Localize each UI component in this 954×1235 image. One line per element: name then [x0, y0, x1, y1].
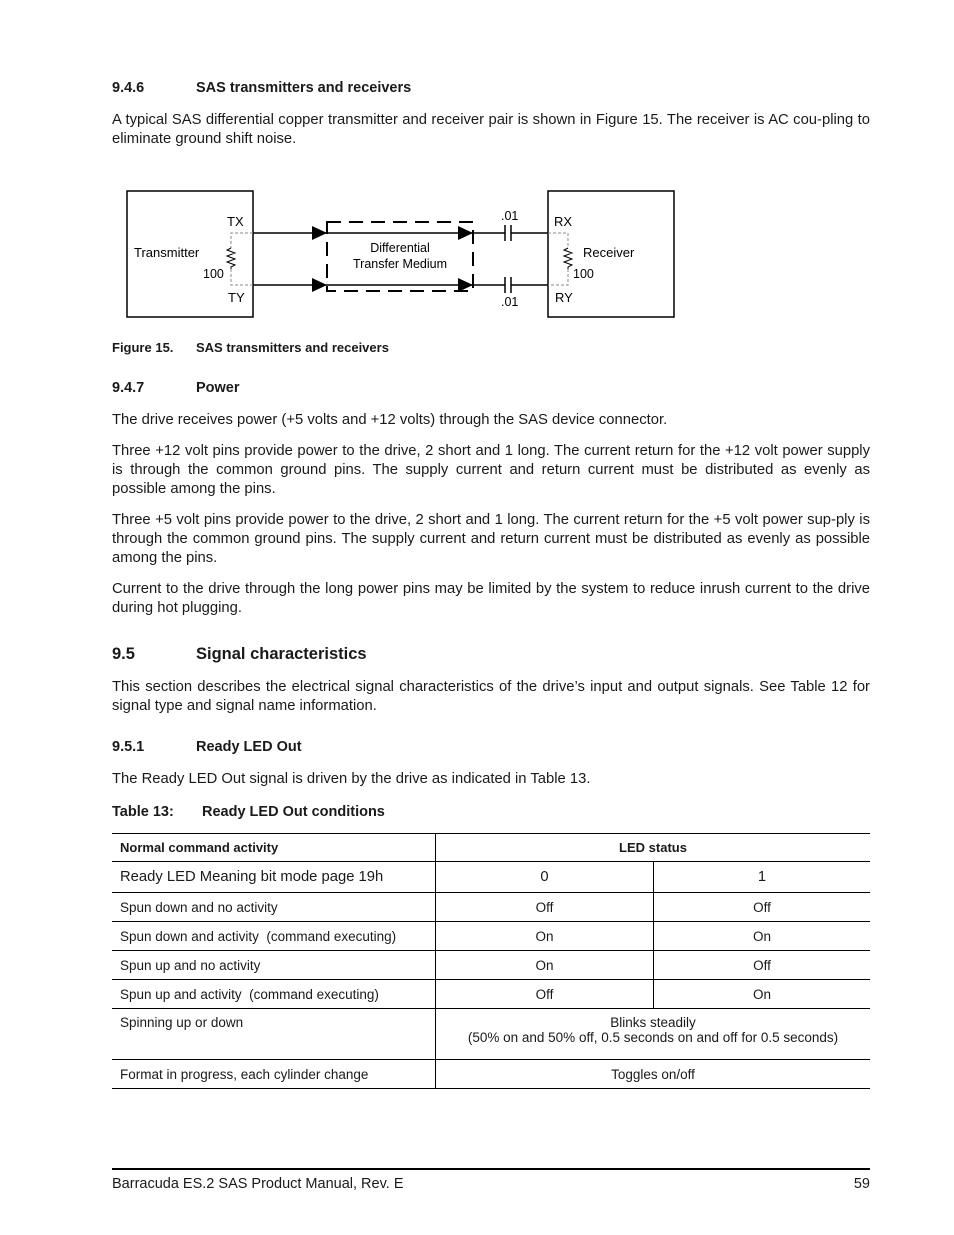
power-paragraph-2: Three +12 volt pins provide power to the drive, 2 short and 1 long. The current return for the +12 volt power supply is through the common ground pins. The supply current and return current must be distributed as evenly as possible among the pins.	[112, 443, 870, 497]
arrow-bottom-left	[312, 278, 327, 292]
rx-resistor-icon	[564, 248, 572, 269]
section-heading-9-4-6	[112, 80, 411, 96]
tx-resistor-value: 100	[203, 267, 224, 281]
table-title: Ready LED Out conditions	[202, 804, 385, 820]
ry-label: RY	[555, 290, 573, 305]
table-row	[112, 922, 870, 951]
row-value-merged	[436, 1009, 871, 1060]
sas-tx-rx-diagram	[112, 180, 712, 330]
row-value-0: Off	[436, 893, 654, 922]
row-value-1: On	[654, 922, 871, 951]
row-value-0: 0	[436, 862, 654, 893]
table-row	[112, 951, 870, 980]
row-label: Spun up and activity (command executing)	[112, 980, 436, 1009]
blink-line-2: (50% on and 50% off, 0.5 seconds on and off for 0.5 seconds)	[467, 1030, 839, 1045]
rx-termination-dashed	[548, 233, 568, 285]
row-value-0: Off	[436, 980, 654, 1009]
section-heading-9-4-7	[112, 380, 240, 396]
page-number: 59	[853, 1176, 870, 1192]
blink-line-1: Blinks steadily	[610, 1015, 696, 1030]
receiver-label: Receiver	[583, 245, 635, 260]
arrow-bottom-right	[458, 278, 473, 292]
medium-line-1: Differential	[370, 241, 430, 255]
arrow-top-left	[312, 226, 327, 240]
figure-number: Figure 15.	[112, 340, 174, 355]
table-header-row	[112, 834, 870, 862]
row-value-0: On	[436, 922, 654, 951]
row-label: Spun up and no activity	[112, 951, 436, 980]
row-label: Format in progress, each cylinder change	[112, 1060, 436, 1089]
rx-resistor-value: 100	[573, 267, 594, 281]
row-value-1: Off	[654, 893, 871, 922]
row-value-1: 1	[654, 862, 871, 893]
section-title: SAS transmitters and receivers	[196, 80, 412, 96]
table-row	[112, 980, 870, 1009]
row-label: Spinning up or down	[112, 1009, 436, 1060]
row-label: Ready LED Meaning bit mode page 19h	[112, 862, 436, 893]
row-value-1: On	[654, 980, 871, 1009]
section-number: 9.5.1	[112, 739, 145, 755]
header-activity: Normal command activity	[112, 834, 436, 862]
power-paragraph-1: The drive receives power (+5 volts and +12 volts) through the SAS device connector.	[112, 412, 668, 428]
row-value-merged: Toggles on/off	[436, 1060, 871, 1089]
row-value-0: On	[436, 951, 654, 980]
footer-rule	[112, 1168, 870, 1170]
arrow-top-right	[458, 226, 473, 240]
power-paragraph-4: Current to the drive through the long power pins may be limited by the system to reduce inrush current to the drive during hot plugging.	[112, 581, 870, 616]
table-row	[112, 1060, 870, 1089]
section-title: Power	[196, 380, 240, 396]
table-row	[112, 893, 870, 922]
figure-title: SAS transmitters and receivers	[196, 340, 389, 355]
row-label: Spun down and no activity	[112, 893, 436, 922]
cap-bottom-value: .01	[501, 295, 519, 309]
tx-label: TX	[227, 214, 244, 229]
medium-line-2: Transfer Medium	[352, 257, 448, 271]
section-number: 9.5	[112, 645, 135, 663]
section-title: Signal characteristics	[196, 645, 367, 663]
power-paragraph-3: Three +5 volt pins provide power to the drive, 2 short and 1 long. The current return for the +5 volt power sup-ply is through the common ground pins. The supply current and return current must be distributed as evenly as possible among the pins.	[112, 512, 870, 566]
row-value-1: Off	[654, 951, 871, 980]
section-title: Ready LED Out	[196, 739, 302, 755]
section-heading-9-5	[112, 645, 367, 664]
ready-led-paragraph: The Ready LED Out signal is driven by the drive as indicated in Table 13.	[112, 771, 591, 787]
table-number: Table 13:	[112, 804, 174, 820]
section-heading-9-5-1	[112, 739, 302, 755]
footer-title: Barracuda ES.2 SAS Product Manual, Rev. E	[112, 1176, 404, 1192]
transmitter-label: Transmitter	[134, 245, 200, 260]
table-caption	[112, 804, 385, 820]
tx-resistor-icon	[227, 248, 235, 269]
intro-paragraph: A typical SAS differential copper transmitter and receiver pair is shown in Figure 15. The receiver is AC cou-pling to eliminate ground shift noise.	[112, 112, 870, 147]
signal-paragraph: This section describes the electrical signal characteristics of the drive’s input and output signals. See Table 12 for signal type and signal name information.	[112, 679, 870, 714]
header-led-status: LED status	[436, 834, 871, 862]
section-number: 9.4.7	[112, 380, 145, 396]
ty-label: TY	[228, 290, 245, 305]
row-label: Spun down and activity (command executing)	[112, 922, 436, 951]
table-row	[112, 862, 870, 893]
cap-top-value: .01	[501, 209, 519, 223]
table-row	[112, 1009, 870, 1060]
figure-caption	[112, 340, 389, 355]
rx-label: RX	[554, 214, 573, 229]
section-number: 9.4.6	[112, 80, 145, 96]
ready-led-table	[112, 833, 870, 1089]
